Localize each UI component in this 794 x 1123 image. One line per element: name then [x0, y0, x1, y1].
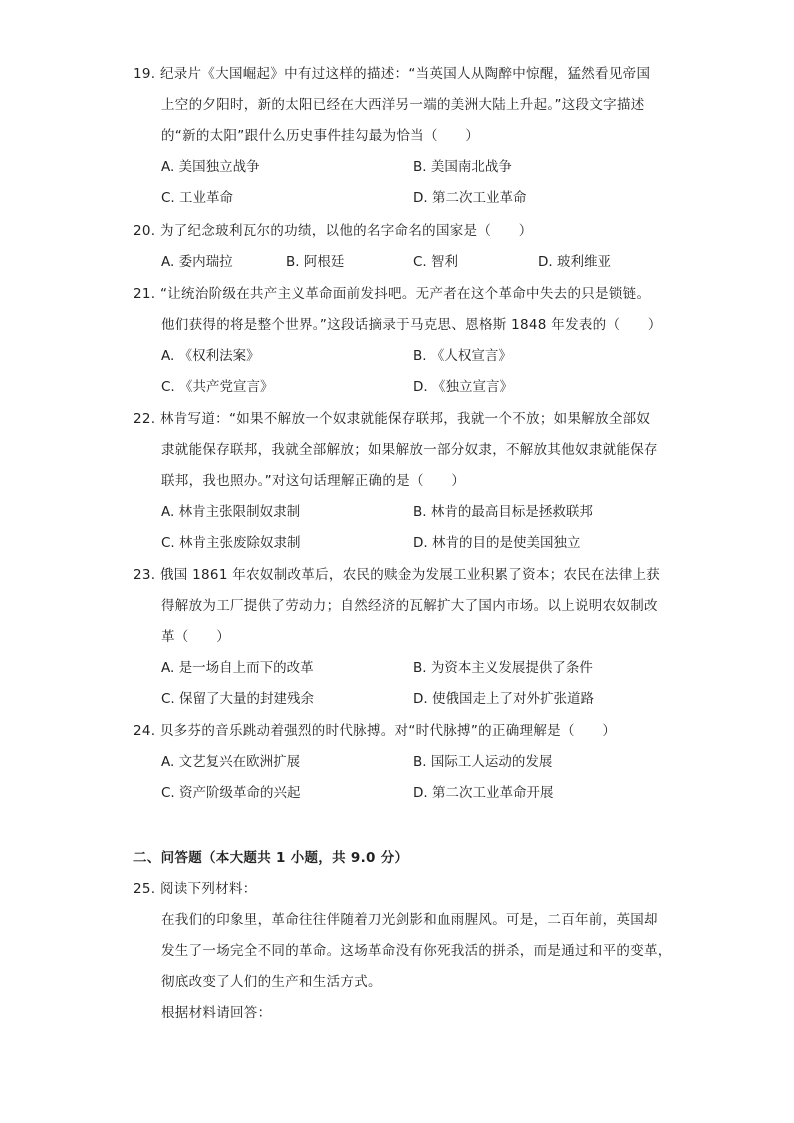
options-row	[133, 778, 673, 809]
question-text-line: 23. 俄国 1861 年农奴制改革后，农民的赎金为发展工业积累了资本；农民在法律上获	[133, 567, 661, 583]
question-text-line: 22. 林肯写道：“如果不解放一个奴隶就能保存联邦，我就一个不放；如果解放全部奴	[133, 411, 651, 427]
question-text-line: 的“新的太阳”跟什么历史事件挂勾最为恰当（ ）	[161, 128, 480, 144]
question-23	[133, 560, 673, 715]
option-a[interactable]: A. 文艺复兴在欧洲扩展	[161, 754, 301, 770]
question-text-line: 21. “让统治阶级在共产主义革命面前发抖吧。无产者在这个革命中失去的只是锁链。	[133, 286, 651, 302]
option-c[interactable]: C. 智利	[413, 254, 459, 270]
option-d[interactable]: D. 第二次工业革命	[413, 190, 527, 206]
answer-prompt: 根据材料请回答：	[161, 1005, 272, 1021]
options-row	[133, 653, 673, 684]
option-b[interactable]: B. 美国南北战争	[413, 159, 512, 175]
material-text-line: 彻底改变了人们的生产和生活方式。	[161, 974, 382, 990]
option-a[interactable]: A. 是一场自上而下的改革	[161, 660, 314, 676]
question-text-line: 他们获得的将是整个世界。”这段话摘录于马克思、恩格斯 1848 年发表的（ ）	[161, 317, 662, 333]
question-25	[133, 874, 673, 1029]
question-text-line: 革（ ）	[161, 629, 230, 645]
material-text-line: 在我们的印象里，革命往往伴随着刀光剑影和血雨腥风。可是，二百年前，英国却	[161, 912, 658, 928]
option-d[interactable]: D. 林肯的目的是使美国独立	[413, 535, 581, 551]
option-b[interactable]: B. 国际工人运动的发展	[413, 754, 553, 770]
option-d[interactable]: D. 《独立宣言》	[413, 379, 513, 395]
option-b[interactable]: B. 阿根廷	[286, 254, 345, 270]
question-text-line: 隶就能保存联邦，我就全部解放；如果解放一部分奴隶，不解放其他奴隶就能保存	[161, 442, 658, 458]
option-c[interactable]: C. 《共产党宣言》	[161, 379, 274, 395]
question-text-line: 20. 为了纪念玻利瓦尔的功绩，以他的名字命名的国家是（ ）	[133, 223, 533, 239]
option-c[interactable]: C. 资产阶级革命的兴起	[161, 785, 301, 801]
option-d[interactable]: D. 第二次工业革命开展	[413, 785, 554, 801]
option-b[interactable]: B. 林肯的最高目标是拯救联邦	[413, 504, 593, 520]
question-22	[133, 404, 673, 559]
options-row	[133, 341, 673, 372]
option-b[interactable]: B. 《人权宣言》	[413, 348, 512, 364]
section-heading: 二、问答题（本大题共 1 小题，共 9.0 分）	[133, 850, 409, 866]
question-21	[133, 279, 673, 403]
question-text-line: 联邦，我也照办。”对这句话理解正确的是（ ）	[161, 473, 466, 489]
question-24	[133, 716, 673, 809]
option-a[interactable]: A. 林肯主张限制奴隶制	[161, 504, 301, 520]
options-row	[133, 152, 673, 183]
option-a[interactable]: A. 《权利法案》	[161, 348, 260, 364]
question-20	[133, 216, 673, 278]
option-d[interactable]: D. 玻利维亚	[538, 254, 611, 270]
question-text-line: 上空的夕阳时，新的太阳已经在大西洋另一端的美洲大陆上升起。”这段文字描述	[161, 97, 645, 113]
option-c[interactable]: C. 保留了大量的封建残余	[161, 691, 315, 707]
options-row	[133, 247, 673, 278]
options-row	[133, 183, 673, 214]
question-text-line: 25. 阅读下列材料：	[133, 881, 257, 897]
option-a[interactable]: A. 美国独立战争	[161, 159, 260, 175]
option-d[interactable]: D. 使俄国走上了对外扩张道路	[413, 691, 594, 707]
option-c[interactable]: C. 工业革命	[161, 190, 234, 206]
options-row	[133, 372, 673, 403]
option-b[interactable]: B. 为资本主义发展提供了条件	[413, 660, 593, 676]
question-text-line: 19. 纪录片《大国崛起》中有过这样的描述：“当英国人从陶醉中惊醒，猛然看见帝国	[133, 66, 651, 82]
option-a[interactable]: A. 委内瑞拉	[161, 254, 233, 270]
material-text-line: 发生了一场完全不同的革命。这场革命没有你死我活的拼杀，而是通过和平的变革，	[161, 943, 672, 959]
options-row	[133, 684, 673, 715]
options-row	[133, 747, 673, 778]
question-19	[133, 59, 673, 214]
options-row	[133, 528, 673, 559]
question-text-line: 得解放为工厂提供了劳动力；自然经济的瓦解扩大了国内市场。以上说明农奴制改	[161, 598, 658, 614]
option-c[interactable]: C. 林肯主张废除奴隶制	[161, 535, 301, 551]
options-row	[133, 497, 673, 528]
question-text-line: 24. 贝多芬的音乐跳动着强烈的时代脉搏。对“时代脉搏”的正确理解是（ ）	[133, 723, 617, 739]
